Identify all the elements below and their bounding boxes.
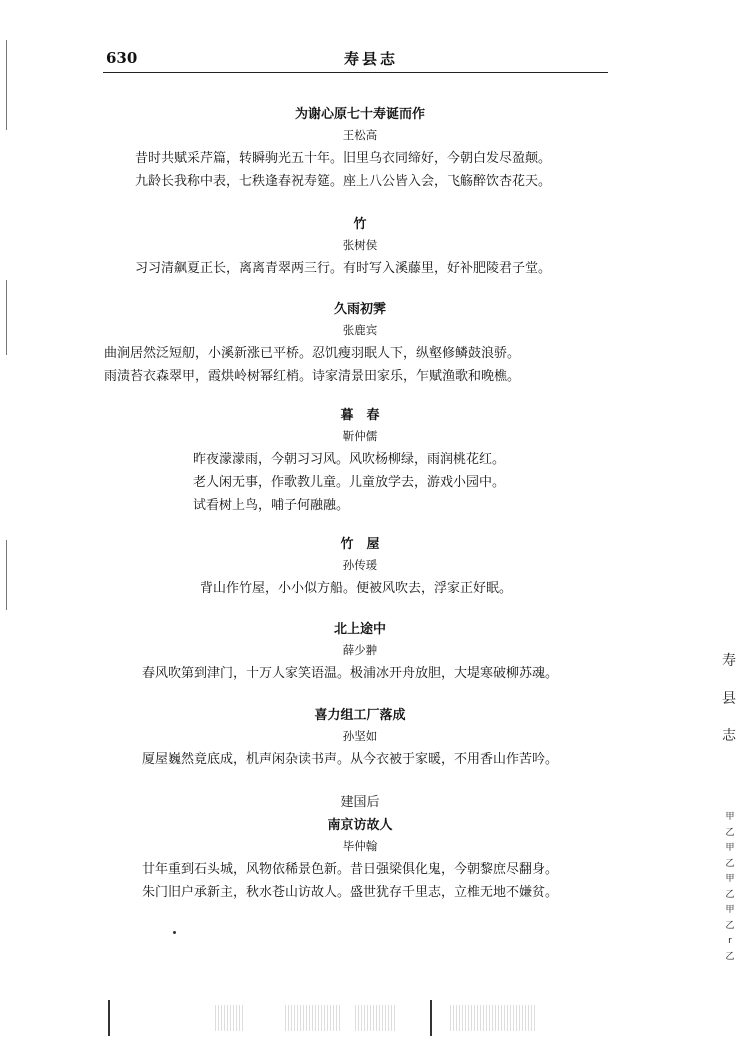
poem-author: 毕仲翰 — [342, 839, 378, 853]
poem-line: 春风吹第到津门，十万人家笑语温。极浦冰开舟放胆，大堤寒破柳苏魂。 — [142, 666, 559, 681]
poem — [100, 300, 620, 388]
poem — [100, 706, 620, 771]
poem-author: 张鹿宾 — [342, 323, 378, 337]
page-number: 630 — [106, 49, 138, 67]
poem-line: 老人闲无事，作歌教儿童。儿童放学去，游戏小园中。 — [193, 475, 506, 490]
poem-author: 孙传瑗 — [342, 558, 378, 572]
poem-line: 背山作竹屋，小小似方船。便被风吹去，浮家正好眠。 — [200, 581, 513, 596]
margin-code: 乙 — [725, 920, 735, 931]
header-rule — [103, 72, 608, 73]
margin-code: r — [728, 936, 732, 946]
poem-author: 薛少翀 — [342, 643, 378, 657]
poem-title: 喜力组工厂落成 — [314, 708, 406, 723]
left-binding-rule-2 — [6, 280, 7, 355]
margin-code: 甲 — [725, 874, 735, 884]
margin-code: 乙 — [725, 827, 735, 838]
poem-line: 厦屋巍然竟底成，机声闲杂读书声。从今衣被于家暖，不用香山作苦吟。 — [142, 752, 559, 767]
margin-code: 甲 — [725, 905, 735, 915]
scan-noise — [215, 1005, 245, 1031]
poem — [100, 793, 620, 904]
poem-title: 竹 — [353, 217, 367, 232]
poem-line: 试看树上鸟，哺子何融融。 — [193, 498, 350, 513]
poem-title: 为谢心原七十寿诞而作 — [294, 107, 425, 122]
poem — [100, 620, 620, 685]
poem-author: 靳仲儒 — [342, 429, 378, 443]
margin-codes — [722, 810, 738, 965]
poem-line: 曲涧居然泛短舠，小溪新涨已平桥。忍饥瘦羽眠人下，纵壑修鳞鼓浪骄。 — [104, 346, 521, 361]
margin-code: 乙 — [725, 951, 735, 962]
poem-line: 廿年重到石头城，风物依稀景色新。昔日强梁俱化鬼，今朝黎庶尽翻身。 — [142, 862, 559, 877]
poem — [100, 406, 620, 517]
poem — [100, 535, 620, 600]
poem-line: 昔时共赋采芹篇，转瞬驹光五十年。旧里乌衣同缔好，今朝白发尽盈颠。 — [135, 151, 552, 166]
stray-dot — [173, 931, 176, 934]
poem-author: 王松高 — [342, 128, 378, 142]
poem-title: 南京访故人 — [327, 818, 393, 833]
scan-noise — [355, 1005, 395, 1031]
poem-line: 昨夜濛濛雨，今朝习习风。风吹杨柳绿，雨润桃花红。 — [193, 452, 506, 467]
poem-author: 张树侯 — [342, 238, 378, 252]
poem-line: 习习清飙夏正长，离离青翠两三行。有时写入溪藤里，好补肥陵君子堂。 — [135, 261, 552, 276]
poem-author: 孙坚如 — [342, 729, 378, 743]
poem — [100, 215, 620, 280]
margin-code: 乙 — [725, 889, 735, 900]
running-title: 寿县志 — [344, 50, 399, 68]
left-binding-rule-3 — [6, 540, 7, 610]
scan-bar — [430, 1000, 432, 1036]
poem-line: 雨渍苔衣森翠甲，霞烘岭树幂红梢。诗家清景田家乐，乍赋渔歌和晚樵。 — [104, 369, 521, 384]
poem-title: 久雨初霁 — [333, 302, 386, 317]
scan-bar — [108, 1000, 110, 1036]
poem-title: 暮 春 — [340, 408, 380, 423]
poem — [100, 105, 620, 193]
poem-title: 竹 屋 — [340, 537, 380, 552]
poem-line: 九龄长我称中表，七秩逢春祝寿筵。座上八公皆入会，飞觞醉饮杏花天。 — [135, 174, 552, 189]
margin-code: 乙 — [725, 858, 735, 869]
poem-title: 北上途中 — [333, 622, 386, 637]
poem-line: 朱门旧户承新主，秋水苍山访故人。盛世犹存千里志，立椎无地不嫌贫。 — [142, 885, 559, 900]
scan-noise — [285, 1005, 340, 1031]
margin-tab-char: 县 — [722, 691, 736, 707]
section-label: 建国后 — [340, 795, 380, 810]
left-binding-rule-1 — [6, 40, 7, 130]
margin-code: 甲 — [725, 812, 735, 822]
scan-noise — [450, 1005, 535, 1031]
margin-tab-char: 志 — [722, 728, 736, 744]
margin-tab-char: 寿 — [722, 653, 736, 669]
margin-code: 甲 — [725, 843, 735, 853]
